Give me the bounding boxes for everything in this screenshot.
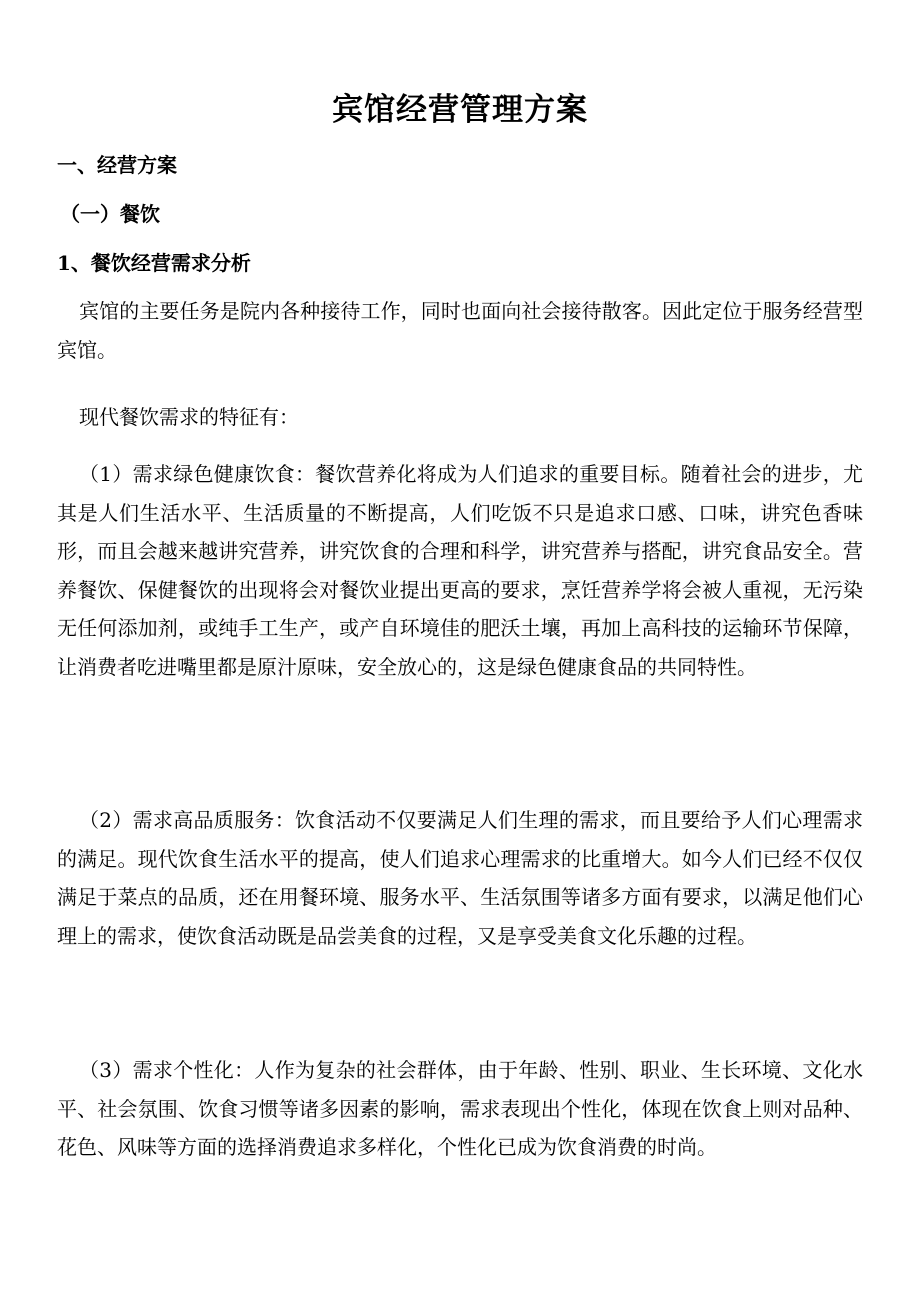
- section-heading: 一、经营方案: [57, 153, 177, 177]
- paragraph-personalization: （3）需求个性化：人作为复杂的社会群体，由于年龄、性别、职业、生长环境、文化水平、社会氛围、饮食习惯等诸多因素的影响，需求表现出个性化，体现在饮食上则对品种、花色、风味等方面的选择消费追求多样化，个性化已成为饮食消费的时尚。: [57, 1058, 863, 1159]
- paragraph-hotel-positioning: 宾馆的主要任务是院内各种接待工作，同时也面向社会接待散客。因此定位于服务经营型宾馆。: [57, 299, 863, 362]
- paragraph-demand-intro: 现代餐饮需求的特征有：: [79, 405, 299, 429]
- paragraph-high-quality-service: （2）需求高品质服务：饮食活动不仅要满足人们生理的需求，而且要给予人们心理需求的满足。现代饮食生活水平的提高，使人们追求心理需求的比重增大。如今人们已经不仅仅满足于菜点的品质，还在用餐环境、服务水平、生活氛围等诸多方面有要求，以满足他们心理上的需求，使饮食活动既是品尝美食的过程，又是享受美食文化乐趣的过程。: [57, 808, 863, 948]
- subsubsection-heading: 1、餐饮经营需求分析: [57, 251, 251, 275]
- paragraph-green-healthy-food: （1）需求绿色健康饮食：餐饮营养化将成为人们追求的重要目标。随着社会的进步，尤其是人们生活水平、生活质量的不断提高，人们吃饭不只是追求口感、口味，讲究色香味形，而且会越来越讲究营养，讲究饮食的合理和科学，讲究营养与搭配，讲究食品安全。营养餐饮、保健餐饮的出现将会对餐饮业提出更高的要求，烹饪营养学将会被人重视，无污染无任何添加剂，或纯手工生产，或产自环境佳的肥沃土壤，再加上高科技的运输环节保障，让消费者吃进嘴里都是原汁原味，安全放心的，这是绿色健康食品的共同特性。: [57, 462, 863, 679]
- document-title: 宾馆经营管理方案: [332, 92, 588, 128]
- subsection-heading: （一）餐饮: [60, 202, 160, 226]
